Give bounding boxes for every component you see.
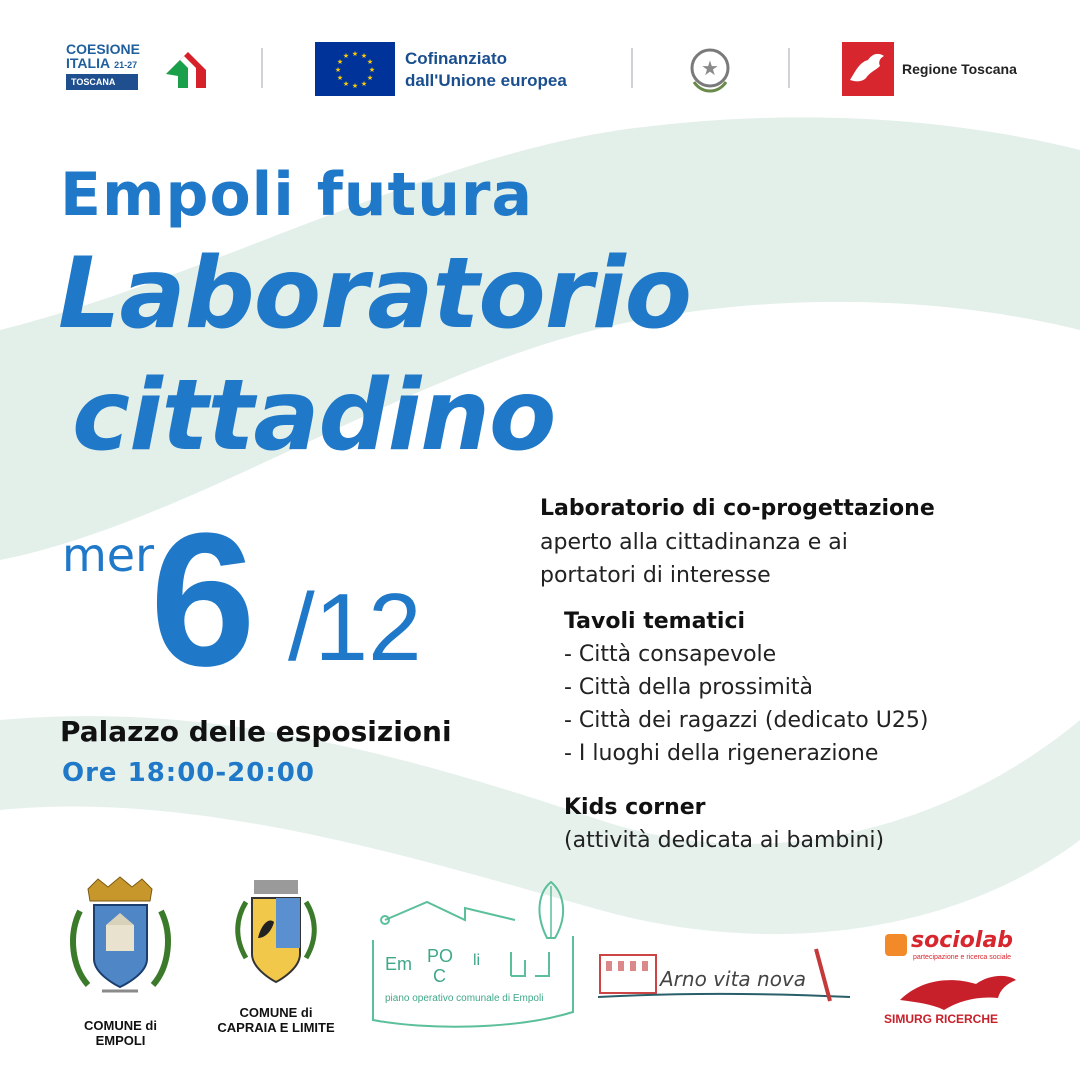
header-separator [631,48,633,88]
svg-text:★: ★ [342,80,350,88]
comune-capraia-crest-icon [226,878,326,998]
list-item: - Città consapevole [564,642,777,667]
list-item: - Città della prossimità [564,675,814,700]
simurg-ricerche-logo [880,970,1030,1030]
comune-capraia-label [208,1005,344,1035]
svg-text:★: ★ [366,74,374,82]
svg-text:★: ★ [336,58,344,66]
svg-text:★: ★ [366,58,374,66]
coesione-arrow-icon [162,44,210,94]
coesione-line2: ITALIA [66,55,111,71]
regione-toscana-label: Regione Toscana [902,61,1017,77]
event-hours: Ore 18:00-20:00 [62,758,315,788]
poc-li: li [473,952,481,969]
sociolab-label: sociolab [911,928,1014,953]
coesione-italia-logo [66,42,216,98]
date-day: 6 [150,494,256,706]
comune-capraia-line2: CAPRAIA E LIMITE [217,1020,335,1035]
list-item: - I luoghi della rigenerazione [564,741,879,766]
sociolab-tagline: partecipazione e ricerca sociale [913,954,1012,961]
svg-text:★: ★ [334,66,342,74]
info-heading: Laboratorio di co-progettazione [540,496,935,521]
svg-text:★: ★ [368,66,376,74]
arno-vita-nova-logo [594,945,854,1009]
svg-text:★: ★ [342,52,350,60]
coesione-years: 21-27 [114,60,138,70]
poc-po: PO [427,946,454,966]
list-item: - Città dei ragazzi (dedicato U25) [564,708,929,733]
sociolab-mark-icon [885,934,907,956]
svg-text:★: ★ [360,80,368,88]
poc-c: C [433,966,446,986]
kids-corner-description: (attività dedicata ai bambini) [564,828,885,853]
svg-text:★: ★ [360,52,368,60]
arno-label: Arno vita nova [660,967,807,991]
eu-flag-icon [315,42,395,96]
event-title-line2: cittadino [72,359,556,473]
comune-empoli-label: COMUNE di EMPOLI [84,1018,157,1048]
venue-name: Palazzo delle esposizioni [60,715,452,748]
info-subtitle-line1: aperto alla cittadinanza e ai [540,530,848,555]
date-weekday: mer [62,528,155,582]
tables-heading: Tavoli tematici [564,609,746,634]
poc-em: Em [385,954,412,974]
italian-republic-emblem-icon [686,42,734,96]
header-separator [788,48,790,88]
regione-toscana-logo [842,42,894,96]
event-series-title: Empoli futura [60,160,533,230]
coesione-region: TOSCANA [66,74,138,90]
eu-line2: dall'Unione europea [405,71,567,90]
simurg-label: SIMURG RICERCHE [884,1012,999,1026]
simurg-bird-icon [880,970,1030,1014]
eu-cofinanziato-label [405,48,567,92]
svg-text:★: ★ [351,50,359,58]
eu-line1: Cofinanziato [405,49,507,68]
svg-text:★: ★ [336,74,344,82]
header-separator [261,48,263,88]
comune-empoli-crest-icon [58,875,183,1005]
comune-capraia-line1: COMUNE di [239,1005,313,1020]
coesione-line1: COESIONE [66,41,140,57]
svg-text:★: ★ [351,82,359,90]
svg-text:★: ★ [701,56,719,80]
kids-corner-heading: Kids corner [564,795,706,820]
sociolab-logo [885,928,1030,962]
info-subtitle-line2: portatori di interesse [540,563,771,588]
date-month: /12 [288,574,422,681]
poc-caption: piano operativo comunale di Empoli [385,993,544,1004]
poc-empoli-logo [365,880,585,1040]
event-title-line1: Laboratorio [58,237,691,351]
